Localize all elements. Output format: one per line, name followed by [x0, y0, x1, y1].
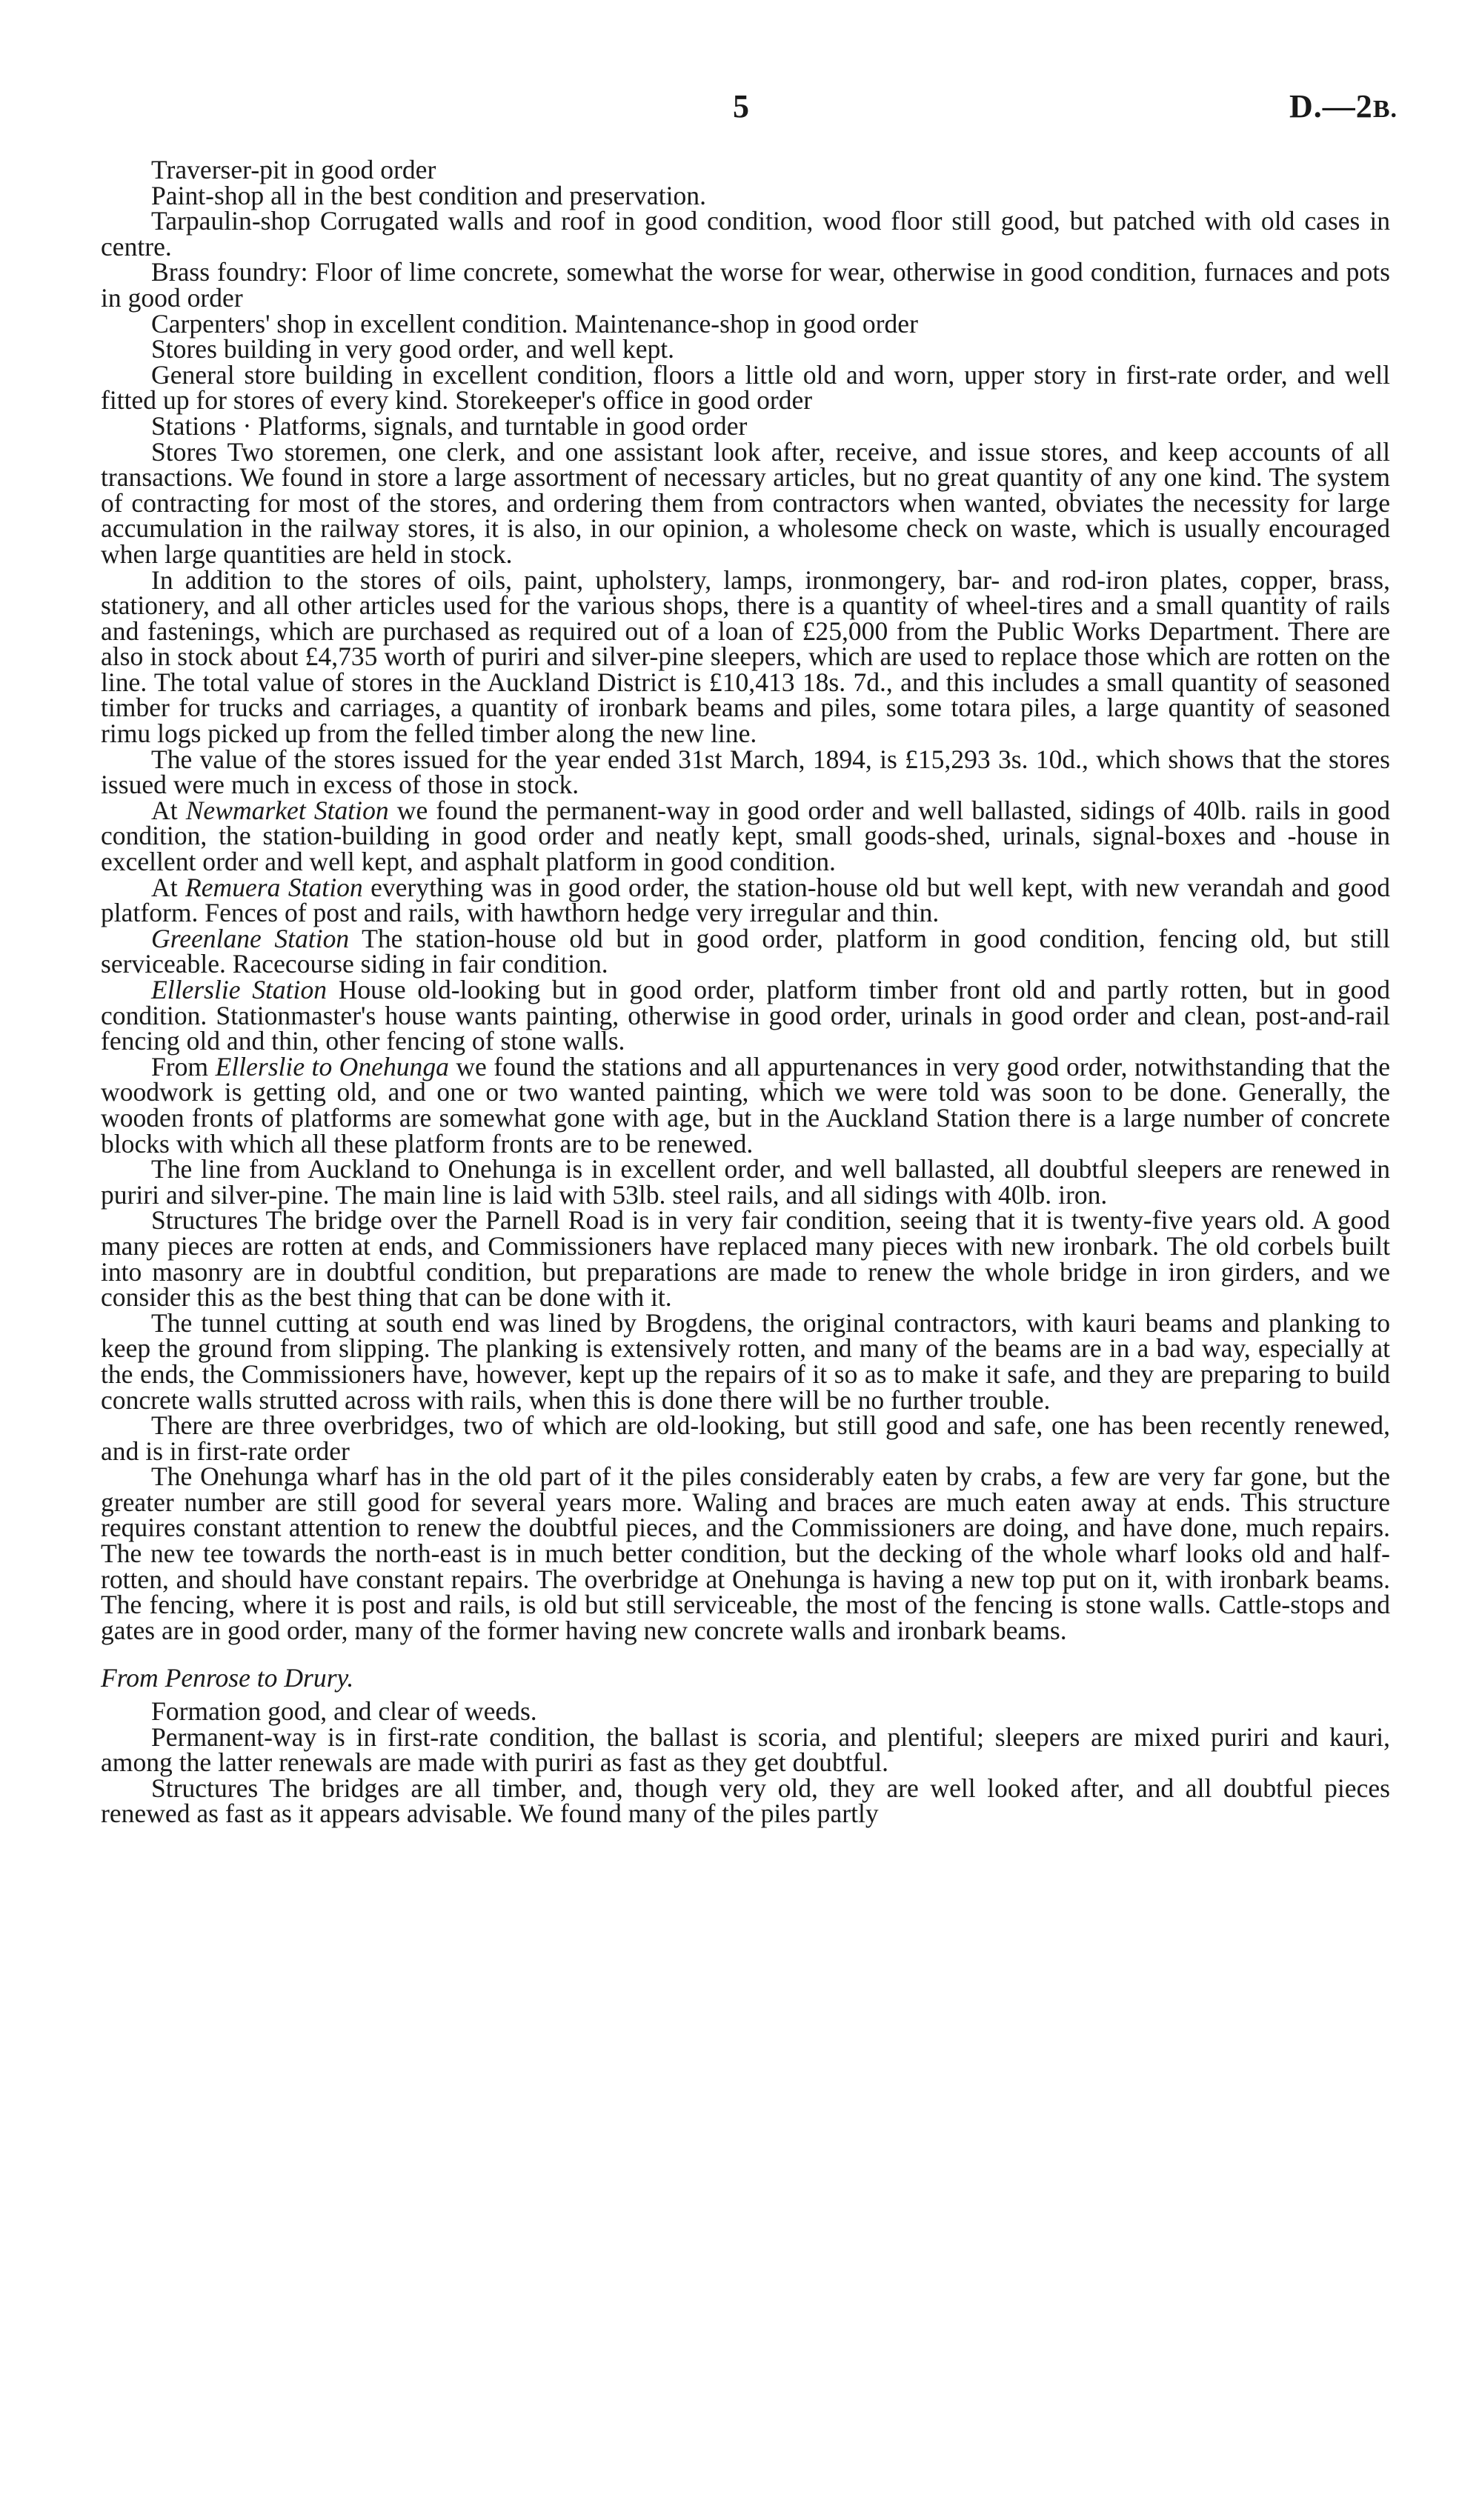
document-reference-main: D.—2 [1289, 88, 1373, 124]
paragraph: From Ellerslie to Onehunga we found the stations and all appurtenances in very good order, notwithstanding that the woodwork is getting old, and one or two wanted painting, which we were told was soon to be done. Generally, the wooden fronts of platforms are somewhat gone with age, but in the Auckland Station there is a large number of concrete blocks with which all these platform fronts are to be renewed. [101, 1051, 1390, 1159]
station-name: Newmarket Station [185, 795, 389, 825]
paragraph: Stations · Platforms, signals, and turntable in good order [151, 410, 748, 441]
paragraph: Formation good, and clear of weeds. [151, 1696, 537, 1727]
page-number: 5 [733, 88, 749, 124]
paragraph: Brass foundry: Floor of lime concrete, somewhat the worse for wear, otherwise in good condition, furnaces and pots in good order [101, 257, 1390, 313]
paragraph: Greenlane Station The station-house old but in good order, platform in good condition, fencing old, but still serviceable. Racecourse siding in fair condition. [101, 923, 1390, 979]
paragraph: The line from Auckland to Onehunga is in excellent order, and well ballasted, all doubtful sleepers are renewed in puriri and silver-pine. The main line is laid with 53lb. steel rails, and all sidings with 40lb. iron. [101, 1154, 1390, 1210]
paragraph: The value of the stores issued for the year ended 31st March, 1894, is £15,293 3s. 10d., which shows that the stores issued were much in excess of those in stock. [101, 744, 1390, 800]
paragraph: Carpenters' shop in excellent condition. Maintenance-shop in good order [151, 308, 918, 339]
paragraph: The tunnel cutting at south end was lined by Brogdens, the original contractors, with kauri beams and planking to keep the ground from slipping. The planking is extensively rotten, and many of the beams are in a bad way, especially at the ends, the Commissioners have, however, kept up the repairs of it so as to make it safe, and they are preparing to build concrete walls strutted across with rails, when this is done there will be no further trouble. [101, 1307, 1390, 1415]
paragraph: Paint-shop all in the best condition and preservation. [151, 180, 706, 210]
station-name: Remuera Station [185, 872, 363, 902]
paragraph: The Onehunga wharf has in the old part of it the piles considerably eaten by crabs, a few are very far gone, but the greater number are still good for several years more. Waling and braces are much eaten away at ends. This structure requires constant attention to renew the doubtful pieces, and the Commissioners are doing, and have done, much repairs. The new tee towards the north-east is in much better condition, but the decking of the whole wharf looks old and half-rotten, and should have constant repairs. The overbridge at Onehunga is having a new top put on it, with ironbark beams. The fencing, where it is post and rails, is old but still serviceable, the most of the fencing is stone walls. Cattle-stops and gates are in good order, many of the former having new concrete walls and ironbark beams. [101, 1461, 1390, 1645]
paragraph: Stores Two storemen, one clerk, and one assistant look after, receive, and issue stores, and keep accounts of all transactions. We found in store a large assortment of necessary articles, but no great quantity of any one kind. The system of contracting for most of the stores, and ordering them from contractors when wanted, obviates the necessity for large accumulation in the railway stores, it is also, in our opinion, a wholesome check on waste, which is usually encouraged when large quantities are held in stock. [101, 436, 1390, 569]
paragraph: Structures The bridge over the Parnell Road is in very fair condition, seeing that it is twenty-five years old. A good many pieces are rotten at ends, and Commissioners have replaced many pieces with new ironbark. The old corbels built into masonry are in doubtful condition, but preparations are made to renew the whole bridge in iron girders, and we consider this as the best thing that can be done with it. [101, 1205, 1390, 1313]
paragraph: Permanent-way is in first-rate condition, the ballast is scoria, and plentiful; sleepers are mixed puriri and kauri, among the latter renewals are made with puriri as fast as they get doubtful. [101, 1721, 1390, 1778]
document-reference-suffix: B. [1372, 96, 1397, 123]
station-name: Greenlane Station [151, 923, 350, 953]
paragraph: Ellerslie Station House old-looking but in good order, platform timber front old and partly rotten, but in good condition. Stationmaster's house wants painting, otherwise in good order, urinals in good order and clean, post-and-rail fencing old and thin, other fencing of stone walls. [101, 975, 1390, 1056]
paragraph: In addition to the stores of oils, paint, upholstery, lamps, ironmongery, bar- and rod-iron plates, copper, brass, stationery, and all other articles used for the various shops, there is a quantity of wheel-tires and a small quantity of rails and fastenings, which are purchased as required out of a loan of £25,000 from the Public Works Department. There are also in stock about £4,735 worth of puriri and silver-pine sleepers, which are used to replace those which are rotten on the line. The total value of stores in the Auckland District is £10,413 18s. 7d., and this includes a small quantity of seasoned timber for trucks and carriages, a quantity of ironbark beams and piles, some totara piles, a large quantity of seasoned rimu logs picked up from the felled timber along the new line. [101, 564, 1390, 749]
paragraph: Traverser-pit in good order [151, 155, 436, 184]
paragraph: There are three overbridges, two of which are old-looking, but still good and safe, one has been recently renewed, and is in first-rate order [101, 1410, 1390, 1466]
paragraph: At Remuera Station everything was in good order, the station-house old but well kept, with new verandah and good platform. Fences of post and rails, with hawthorn hedge very irregular and thin. [101, 872, 1390, 928]
paragraph: General store building in excellent condition, floors a little old and worn, upper story in first-rate order, and well fitted up for stores of every kind. Storekeeper's office in good order [101, 359, 1390, 416]
paragraph: Tarpaulin-shop Corrugated walls and roof in good condition, wood floor still good, but patched with old cases in centre. [101, 206, 1390, 261]
document-reference [1289, 87, 1397, 125]
paragraph: At Newmarket Station we found the permanent-way in good order and well ballasted, sidings of 40lb. rails in good condition, the station-building in good order and neatly kept, small goods-shed, urinals, signal-boxes and -house in excellent order and well kept, and asphalt platform in good condition. [101, 795, 1390, 877]
station-name: Ellerslie to Onehunga [215, 1051, 449, 1081]
station-name: Ellerslie Station [151, 975, 328, 1004]
paragraph: Stores building in very good order, and well kept. [151, 334, 675, 364]
body-text [101, 157, 1390, 1827]
section-heading: From Penrose to Drury. [101, 1663, 354, 1693]
paragraph: Structures The bridges are all timber, and, though very old, they are well looked after, and all doubtful pieces renewed as fast as it appears advisable. We found many of the piles partly [101, 1773, 1390, 1829]
